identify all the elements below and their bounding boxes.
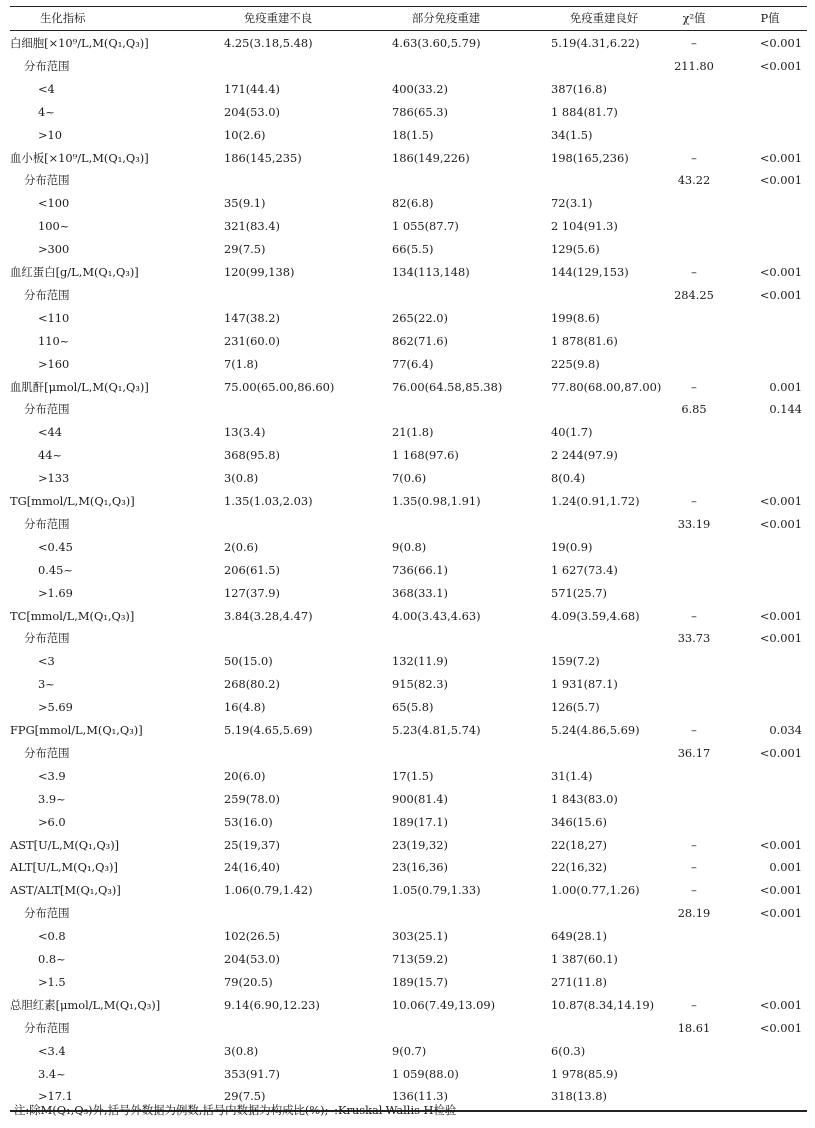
row-label: <44 bbox=[38, 425, 63, 440]
cell-p: <0.001 bbox=[759, 36, 802, 50]
cell-chi2: – bbox=[691, 723, 697, 737]
cell-group2: 82(6.8) bbox=[392, 196, 434, 211]
row-label: 0.8~ bbox=[38, 952, 66, 966]
row-label: 分布范围 bbox=[24, 906, 70, 921]
cell-group3: 1 978(85.9) bbox=[551, 1066, 618, 1081]
cell-group2: 23(19,32) bbox=[392, 837, 448, 852]
row-label: 3.4~ bbox=[38, 1066, 66, 1081]
cell-group1: 75.00(65.00,86.60) bbox=[224, 379, 335, 394]
table-row bbox=[10, 169, 807, 192]
cell-chi2: – bbox=[691, 36, 697, 50]
cell-group2: 9(0.7) bbox=[392, 1043, 427, 1058]
row-label: AST/ALT[M(Q₁,Q₃)] bbox=[10, 883, 121, 898]
cell-chi2: – bbox=[691, 860, 697, 875]
row-label: 分布范围 bbox=[24, 173, 70, 188]
table-row bbox=[10, 650, 807, 673]
table-row bbox=[10, 673, 807, 696]
row-label: TG[mmol/L,M(Q₁,Q₃)] bbox=[10, 494, 135, 508]
cell-group1: 353(91.7) bbox=[224, 1066, 280, 1081]
cell-chi2: – bbox=[691, 265, 697, 279]
cell-p: <0.001 bbox=[759, 173, 802, 188]
table-row bbox=[10, 856, 807, 879]
cell-group2: 23(16,36) bbox=[392, 860, 448, 875]
table-row bbox=[10, 330, 807, 353]
cell-group3: 1 843(83.0) bbox=[551, 791, 618, 806]
cell-group2: 368(33.1) bbox=[392, 585, 448, 600]
cell-group1: 9.14(6.90,12.23) bbox=[224, 997, 320, 1012]
table-row bbox=[10, 261, 807, 284]
cell-group2: 5.23(4.81,5.74) bbox=[392, 723, 481, 737]
table-row bbox=[10, 879, 807, 902]
row-label: >133 bbox=[38, 471, 70, 486]
table-row bbox=[10, 55, 807, 78]
table-row bbox=[10, 994, 807, 1017]
table-row bbox=[10, 147, 807, 170]
table-row bbox=[10, 238, 807, 261]
table-row bbox=[10, 788, 807, 811]
row-label: 分布范围 bbox=[24, 631, 70, 646]
cell-p: <0.001 bbox=[759, 997, 802, 1012]
cell-group3: 198(165,236) bbox=[551, 150, 629, 165]
cell-group3: 72(3.1) bbox=[551, 196, 593, 211]
cell-chi2: 284.25 bbox=[674, 287, 714, 302]
cell-group1: 4.25(3.18,5.48) bbox=[224, 36, 313, 50]
table-row bbox=[10, 765, 807, 788]
cell-group1: 206(61.5) bbox=[224, 562, 280, 577]
cell-group3: 19(0.9) bbox=[551, 539, 593, 554]
cell-p: <0.001 bbox=[759, 265, 802, 279]
cell-chi2: 33.19 bbox=[677, 516, 711, 531]
row-label: <110 bbox=[38, 310, 70, 325]
row-label: 44~ bbox=[38, 448, 63, 463]
row-label: TC[mmol/L,M(Q₁,Q₃)] bbox=[10, 608, 135, 623]
cell-group2: 77(6.4) bbox=[392, 356, 434, 371]
cell-group1: 79(20.5) bbox=[224, 974, 273, 989]
cell-p: 0.001 bbox=[769, 379, 802, 394]
header-rule bbox=[10, 30, 807, 31]
cell-group2: 1.35(0.98,1.91) bbox=[392, 494, 481, 508]
cell-group3: 387(16.8) bbox=[551, 81, 607, 96]
cell-chi2: 18.61 bbox=[677, 1020, 711, 1035]
cell-group2: 65(5.8) bbox=[392, 700, 434, 715]
cell-chi2: – bbox=[691, 837, 697, 852]
table-row bbox=[10, 192, 807, 215]
cell-group3: 2 104(91.3) bbox=[551, 219, 618, 234]
cell-chi2: – bbox=[691, 997, 697, 1012]
cell-group2: 4.00(3.43,4.63) bbox=[392, 608, 481, 623]
row-label: ALT[U/L,M(Q₁,Q₃)] bbox=[10, 860, 118, 875]
cell-group3: 22(16,32) bbox=[551, 860, 607, 875]
table-row bbox=[10, 582, 807, 605]
table-row bbox=[10, 971, 807, 994]
cell-group1: 120(99,138) bbox=[224, 265, 295, 279]
row-label: 分布范围 bbox=[24, 287, 70, 302]
table-row bbox=[10, 467, 807, 490]
cell-chi2: 43.22 bbox=[677, 173, 711, 188]
table-row bbox=[10, 307, 807, 330]
row-label: 3.9~ bbox=[38, 791, 66, 806]
table-row bbox=[10, 398, 807, 421]
cell-group1: 10(2.6) bbox=[224, 127, 266, 142]
row-label: 总胆红素[μmol/L,M(Q₁,Q₃)] bbox=[10, 997, 161, 1012]
cell-p: 0.034 bbox=[769, 723, 802, 737]
table-row bbox=[10, 421, 807, 444]
cell-group3: 649(28.1) bbox=[551, 929, 607, 944]
cell-p: <0.001 bbox=[759, 631, 802, 646]
cell-group2: 132(11.9) bbox=[392, 654, 448, 669]
row-label: 分布范围 bbox=[24, 58, 70, 73]
cell-chi2: – bbox=[691, 150, 697, 165]
cell-group3: 1 387(60.1) bbox=[551, 952, 618, 966]
cell-group2: 915(82.3) bbox=[392, 677, 448, 692]
cell-group2: 713(59.2) bbox=[392, 952, 448, 966]
header-indicator: 生化指标 bbox=[40, 11, 86, 25]
cell-group2: 9(0.8) bbox=[392, 539, 427, 554]
cell-p: 0.001 bbox=[769, 860, 802, 875]
cell-group2: 1 055(87.7) bbox=[392, 219, 459, 234]
cell-group3: 1.24(0.91,1.72) bbox=[551, 494, 640, 508]
table-row bbox=[10, 444, 807, 467]
cell-group1: 20(6.0) bbox=[224, 768, 266, 783]
row-label: <100 bbox=[38, 196, 70, 211]
cell-group1: 1.35(1.03,2.03) bbox=[224, 494, 313, 508]
row-label: 白细胞[×10⁹/L,M(Q₁,Q₃)] bbox=[10, 36, 149, 50]
cell-group2: 17(1.5) bbox=[392, 768, 434, 783]
row-label: 分布范围 bbox=[24, 516, 70, 531]
table-row bbox=[10, 559, 807, 582]
cell-group2: 189(17.1) bbox=[392, 814, 448, 829]
cell-group3: 6(0.3) bbox=[551, 1043, 586, 1058]
cell-chi2: – bbox=[691, 494, 697, 508]
row-label: >5.69 bbox=[38, 700, 73, 715]
cell-group1: 5.19(4.65,5.69) bbox=[224, 723, 313, 737]
cell-group1: 35(9.1) bbox=[224, 196, 266, 211]
cell-group1: 25(19,37) bbox=[224, 837, 280, 852]
cell-group2: 7(0.6) bbox=[392, 471, 427, 486]
row-label: 0.45~ bbox=[38, 562, 73, 577]
row-label: <0.8 bbox=[38, 929, 66, 944]
cell-chi2: 6.85 bbox=[681, 402, 707, 417]
cell-group1: 24(16,40) bbox=[224, 860, 280, 875]
table-row bbox=[10, 696, 807, 719]
row-label: 血小板[×10⁹/L,M(Q₁,Q₃)] bbox=[10, 150, 149, 165]
cell-group3: 346(15.6) bbox=[551, 814, 607, 829]
table-row bbox=[10, 902, 807, 925]
cell-chi2: – bbox=[691, 883, 697, 898]
table-row bbox=[10, 605, 807, 628]
cell-p: <0.001 bbox=[759, 150, 802, 165]
cell-group1: 171(44.4) bbox=[224, 81, 280, 96]
row-label: >1.5 bbox=[38, 974, 66, 989]
cell-group2: 400(33.2) bbox=[392, 81, 448, 96]
cell-group3: 129(5.6) bbox=[551, 242, 600, 257]
cell-group3: 199(8.6) bbox=[551, 310, 600, 325]
table-row bbox=[10, 353, 807, 376]
header-group1: 免疫重建不良 bbox=[243, 11, 313, 25]
row-label: 分布范围 bbox=[24, 402, 70, 417]
cell-chi2: 211.80 bbox=[674, 58, 714, 73]
cell-group1: 3(0.8) bbox=[224, 471, 259, 486]
table-row bbox=[10, 719, 807, 742]
row-label: <3.4 bbox=[38, 1043, 66, 1058]
cell-p: <0.001 bbox=[759, 745, 802, 760]
row-label: 分布范围 bbox=[24, 1020, 70, 1035]
cell-group2: 134(113,148) bbox=[392, 265, 470, 279]
cell-p: <0.001 bbox=[759, 516, 802, 531]
table-row bbox=[10, 1040, 807, 1063]
cell-group2: 186(149,226) bbox=[392, 150, 470, 165]
row-label: FPG[mmol/L,M(Q₁,Q₃)] bbox=[10, 723, 143, 737]
table-row bbox=[10, 490, 807, 513]
cell-group1: 29(7.5) bbox=[224, 1089, 266, 1104]
cell-group3: 4.09(3.59,4.68) bbox=[551, 608, 640, 623]
row-label: <0.45 bbox=[38, 539, 73, 554]
cell-group2: 900(81.4) bbox=[392, 791, 448, 806]
cell-group2: 4.63(3.60,5.79) bbox=[392, 36, 481, 50]
cell-group2: 66(5.5) bbox=[392, 242, 434, 257]
cell-group2: 10.06(7.49,13.09) bbox=[392, 997, 496, 1012]
header-group3: 免疫重建良好 bbox=[569, 11, 639, 25]
cell-group3: 40(1.7) bbox=[551, 425, 593, 440]
cell-group2: 21(1.8) bbox=[392, 425, 434, 440]
cell-group1: 231(60.0) bbox=[224, 333, 280, 348]
row-label: 血肌酐[μmol/L,M(Q₁,Q₃)] bbox=[10, 379, 149, 394]
cell-group3: 1 878(81.6) bbox=[551, 333, 618, 348]
table-row bbox=[10, 536, 807, 559]
row-label: 4~ bbox=[38, 104, 55, 119]
row-label: <4 bbox=[38, 81, 55, 96]
table-row bbox=[10, 124, 807, 147]
cell-group1: 3(0.8) bbox=[224, 1043, 259, 1058]
row-label: >6.0 bbox=[38, 814, 66, 829]
cell-group1: 268(80.2) bbox=[224, 677, 280, 692]
cell-group3: 225(9.8) bbox=[551, 356, 600, 371]
cell-group3: 571(25.7) bbox=[551, 585, 607, 600]
cell-group1: 147(38.2) bbox=[224, 310, 280, 325]
row-label: >17.1 bbox=[38, 1089, 73, 1104]
cell-p: <0.001 bbox=[759, 883, 802, 898]
cell-group1: 259(78.0) bbox=[224, 791, 280, 806]
cell-group2: 862(71.6) bbox=[392, 333, 448, 348]
cell-group1: 321(83.4) bbox=[224, 219, 280, 234]
cell-group1: 3.84(3.28,4.47) bbox=[224, 608, 313, 623]
cell-group3: 8(0.4) bbox=[551, 471, 586, 486]
cell-group1: 368(95.8) bbox=[224, 448, 280, 463]
row-label: <3 bbox=[38, 654, 55, 669]
row-label: >10 bbox=[38, 127, 63, 142]
row-label: <3.9 bbox=[38, 768, 66, 783]
cell-group3: 271(11.8) bbox=[551, 974, 607, 989]
table-row bbox=[10, 215, 807, 238]
table-row bbox=[10, 284, 807, 307]
cell-group2: 1 059(88.0) bbox=[392, 1066, 459, 1081]
cell-group3: 5.19(4.31,6.22) bbox=[551, 36, 640, 50]
cell-group1: 13(3.4) bbox=[224, 425, 266, 440]
row-label: 血红蛋白[g/L,M(Q₁,Q₃)] bbox=[10, 265, 139, 279]
table-row bbox=[10, 1017, 807, 1040]
table-row bbox=[10, 925, 807, 948]
cell-group1: 204(53.0) bbox=[224, 952, 280, 966]
cell-group1: 50(15.0) bbox=[224, 654, 273, 669]
cell-chi2: 28.19 bbox=[677, 906, 711, 921]
table-row bbox=[10, 101, 807, 124]
cell-group3: 5.24(4.86,5.69) bbox=[551, 723, 640, 737]
cell-p: <0.001 bbox=[759, 837, 802, 852]
cell-group3: 159(7.2) bbox=[551, 654, 600, 669]
cell-group2: 189(15.7) bbox=[392, 974, 448, 989]
table-row bbox=[10, 32, 807, 55]
row-label: 分布范围 bbox=[24, 745, 70, 760]
cell-group2: 76.00(64.58,85.38) bbox=[392, 379, 503, 394]
table-row bbox=[10, 627, 807, 650]
cell-group3: 144(129,153) bbox=[551, 265, 629, 279]
cell-group3: 31(1.4) bbox=[551, 768, 593, 783]
cell-chi2: – bbox=[691, 608, 697, 623]
cell-group3: 1.00(0.77,1.26) bbox=[551, 883, 640, 898]
cell-p: <0.001 bbox=[759, 287, 802, 302]
table-row bbox=[10, 513, 807, 536]
cell-group3: 2 244(97.9) bbox=[551, 448, 618, 463]
header-p: P值 bbox=[760, 11, 780, 25]
cell-group3: 34(1.5) bbox=[551, 127, 593, 142]
row-label: >300 bbox=[38, 242, 70, 257]
cell-p: <0.001 bbox=[759, 1020, 802, 1035]
table-row bbox=[10, 742, 807, 765]
table-row bbox=[10, 1063, 807, 1086]
cell-group2: 303(25.1) bbox=[392, 929, 448, 944]
cell-group2: 1 168(97.6) bbox=[392, 448, 459, 463]
cell-p: <0.001 bbox=[759, 906, 802, 921]
cell-group1: 127(37.9) bbox=[224, 585, 280, 600]
table-row bbox=[10, 376, 807, 399]
cell-group2: 136(11.3) bbox=[392, 1089, 448, 1104]
cell-group1: 186(145,235) bbox=[224, 150, 302, 165]
cell-chi2: – bbox=[691, 379, 697, 394]
cell-p: <0.001 bbox=[759, 58, 802, 73]
cell-group3: 1 931(87.1) bbox=[551, 677, 618, 692]
cell-chi2: 33.73 bbox=[677, 631, 711, 646]
table-row bbox=[10, 811, 807, 834]
header-group2: 部分免疫重建 bbox=[411, 11, 481, 25]
table-header bbox=[10, 7, 807, 30]
row-label: 100~ bbox=[38, 219, 70, 234]
table-row bbox=[10, 948, 807, 971]
header-chi2: χ²值 bbox=[682, 11, 706, 25]
cell-group1: 29(7.5) bbox=[224, 242, 266, 257]
cell-group1: 53(16.0) bbox=[224, 814, 273, 829]
row-label: AST[U/L,M(Q₁,Q₃)] bbox=[10, 837, 120, 852]
cell-group3: 1 884(81.7) bbox=[551, 104, 618, 119]
cell-group3: 1 627(73.4) bbox=[551, 562, 618, 577]
row-label: 110~ bbox=[38, 333, 70, 348]
table-row bbox=[10, 78, 807, 101]
cell-group1: 16(4.8) bbox=[224, 700, 266, 715]
cell-chi2: 36.17 bbox=[677, 745, 711, 760]
cell-group2: 736(66.1) bbox=[392, 562, 448, 577]
cell-group2: 265(22.0) bbox=[392, 310, 448, 325]
cell-group3: 10.87(8.34,14.19) bbox=[551, 997, 655, 1012]
cell-p: <0.001 bbox=[759, 494, 802, 508]
footnote: 注:除M(Q₁,Q₃)外,括号外数据为例数,括号内数据为构成比(%);–:Kruskal-Wallis H检验 bbox=[14, 1103, 457, 1117]
cell-group2: 1.05(0.79,1.33) bbox=[392, 883, 481, 898]
row-label: >160 bbox=[38, 356, 70, 371]
cell-group3: 22(18,27) bbox=[551, 837, 607, 852]
cell-group3: 318(13.8) bbox=[551, 1089, 607, 1104]
cell-group2: 786(65.3) bbox=[392, 104, 448, 119]
cell-group1: 7(1.8) bbox=[224, 356, 259, 371]
cell-group3: 126(5.7) bbox=[551, 700, 600, 715]
cell-group1: 1.06(0.79,1.42) bbox=[224, 883, 313, 898]
cell-group1: 2(0.6) bbox=[224, 539, 259, 554]
cell-p: 0.144 bbox=[769, 402, 802, 417]
cell-group3: 77.80(68.00,87.00) bbox=[551, 379, 662, 394]
cell-group1: 204(53.0) bbox=[224, 104, 280, 119]
cell-group1: 102(26.5) bbox=[224, 929, 280, 944]
cell-p: <0.001 bbox=[759, 608, 802, 623]
row-label: >1.69 bbox=[38, 585, 73, 600]
cell-group2: 18(1.5) bbox=[392, 127, 434, 142]
row-label: 3~ bbox=[38, 677, 55, 692]
table-row bbox=[10, 834, 807, 857]
